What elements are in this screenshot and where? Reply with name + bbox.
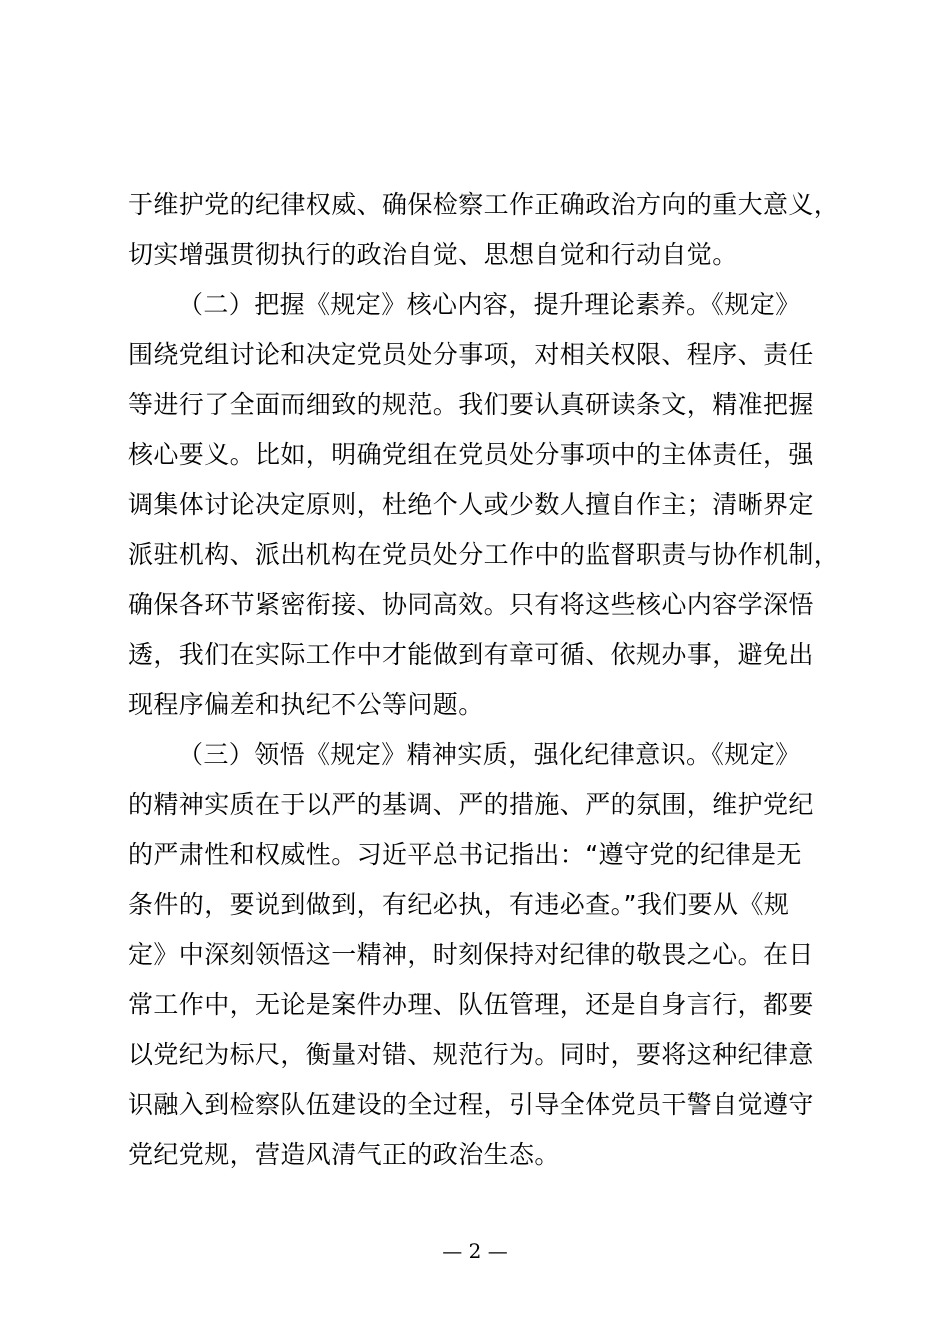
text-line-8: 派驻机构、派出机构在党员处分工作中的监督职责与协作机制， <box>128 540 840 569</box>
text-line-20: 党纪党规，营造风清气正的政治生态。 <box>128 1140 560 1169</box>
text-line-9: 确保各环节紧密衔接、协同高效。只有将这些核心内容学深悟 <box>128 590 814 619</box>
text-line-16: 定》中深刻领悟这一精神，时刻保持对纪律的敬畏之心。在日 <box>128 940 814 969</box>
text-line-13: 的精神实质在于以严的基调、严的措施、严的氛围，维护党纪 <box>128 790 814 819</box>
text-line-17: 常工作中，无论是案件办理、队伍管理，还是自身言行，都要 <box>128 990 814 1019</box>
text-line-5: 等进行了全面而细致的规范。我们要认真研读条文，精准把握 <box>128 390 814 419</box>
text-line-14: 的严肃性和权威性。习近平总书记指出：“遵守党的纪律是无 <box>128 840 802 869</box>
text-line-7: 调集体讨论决定原则，杜绝个人或少数人擅自作主；清晰界定 <box>128 490 814 519</box>
text-line-19: 识融入到检察队伍建设的全过程，引导全体党员干警自觉遵守 <box>128 1090 814 1119</box>
text-line-2: 切实增强贯彻执行的政治自觉、思想自觉和行动自觉。 <box>128 240 738 269</box>
page-number: — 2 — <box>442 1239 508 1263</box>
section-heading-3: （三）领悟《规定》精神实质，强化纪律意识。《规定》 <box>178 740 801 769</box>
text-line-6: 核心要义。比如，明确党组在党员处分事项中的主体责任，强 <box>128 440 814 469</box>
section-heading-2: （二）把握《规定》核心内容，提升理论素养。《规定》 <box>178 290 801 319</box>
text-line-11: 现程序偏差和执纪不公等问题。 <box>128 690 484 719</box>
body-text <box>128 180 840 1180</box>
text-line-4: 围绕党组讨论和决定党员处分事项，对相关权限、程序、责任 <box>128 340 814 369</box>
text-line-18: 以党纪为标尺，衡量对错、规范行为。同时，要将这种纪律意 <box>128 1040 814 1069</box>
text-line-10: 透，我们在实际工作中才能做到有章可循、依规办事，避免出 <box>128 640 814 669</box>
text-line-15: 条件的，要说到做到，有纪必执，有违必查。”我们要从《规 <box>128 890 790 919</box>
text-line-1: 于维护党的纪律权威、确保检察工作正确政治方向的重大意义， <box>128 190 840 219</box>
